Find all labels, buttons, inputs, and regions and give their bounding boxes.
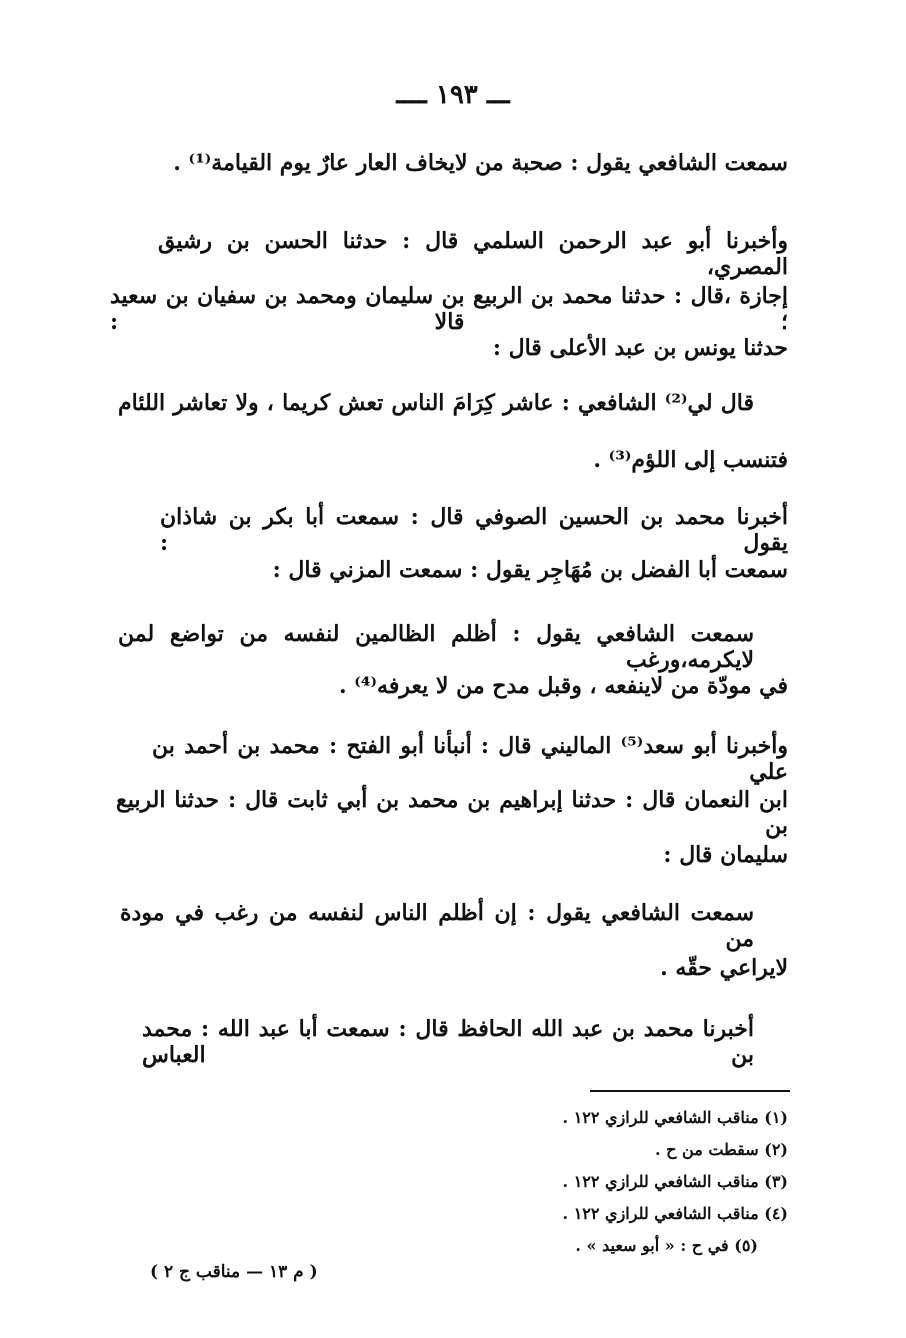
text-line: قال لي⁽²⁾ الشافعي : عاشر كِرَامَ الناس تعش كريما ، ولا تعاشر اللئام — [118, 390, 754, 416]
footnote: (٣) مناقب الشافعي للرازي ١٢٢ . — [562, 1172, 788, 1191]
text-line: إجازة ،قال : حدثنا محمد بن الربيع بن سليمان ومحمد بن سفيان بن سعيد ؛ قالا : — [110, 283, 788, 335]
printer-signature: ( م ١٣ — مناقب ج ٢ ) — [150, 1262, 318, 1282]
text-line: وأخبرنا أبو سعد⁽⁵⁾ الماليني قال : أنبأنا أبو الفتح : محمد بن أحمد بن علي — [152, 733, 788, 785]
text-line: لايراعي حقّه . — [660, 955, 788, 981]
footnote: (٤) مناقب الشافعي للرازي ١٢٢ . — [562, 1204, 788, 1223]
text-line: أخبرنا محمد بن الحسين الصوفي قال : سمعت أبا بكر بن شاذان يقول : — [160, 504, 788, 556]
text-line: سمعت أبا الفضل بن مُهَاجِر يقول : سمعت المزني قال : — [272, 557, 788, 583]
text-line: ابن النعمان قال : حدثنا إبراهيم بن محمد بن أبي ثابت قال : حدثنا الربيع بن — [116, 787, 788, 839]
text-line: وأخبرنا أبو عبد الرحمن السلمي قال : حدثنا الحسن بن رشيق المصري، — [158, 228, 788, 280]
page-number: ـــ ١٩٣ ــــ — [396, 80, 510, 110]
text-line: سمعت الشافعي يقول : صحبة من لايخاف العار عارٌ يوم القيامة⁽¹⁾ . — [173, 150, 788, 176]
text-line: سمعت الشافعي يقول : أظلم الظالمين لنفسه من تواضع لمن لايكرمه،ورغب — [118, 621, 754, 673]
footnote: (٥) في ح : « أبو سعيد » . — [575, 1236, 758, 1255]
text-line: فتنسب إلى اللؤم⁽³⁾ . — [593, 447, 788, 473]
footnote: (١) مناقب الشافعي للرازي ١٢٢ . — [562, 1108, 788, 1127]
footnote-divider — [590, 1090, 790, 1092]
text-line: أخبرنا محمد بن عبد الله الحافظ قال : سمعت أبا عبد الله : محمد بن العباس — [142, 1016, 754, 1068]
text-line: سمعت الشافعي يقول : إن أظلم الناس لنفسه من رغب في مودة من — [120, 900, 754, 952]
text-line: سليمان قال : — [663, 842, 788, 868]
text-line: حدثنا يونس بن عبد الأعلى قال : — [492, 335, 788, 361]
text-line: في مودّة من لاينفعه ، وقبل مدح من لا يعرفه⁽⁴⁾ . — [338, 673, 788, 699]
footnote: (٢) سقطت من ح . — [654, 1140, 788, 1159]
